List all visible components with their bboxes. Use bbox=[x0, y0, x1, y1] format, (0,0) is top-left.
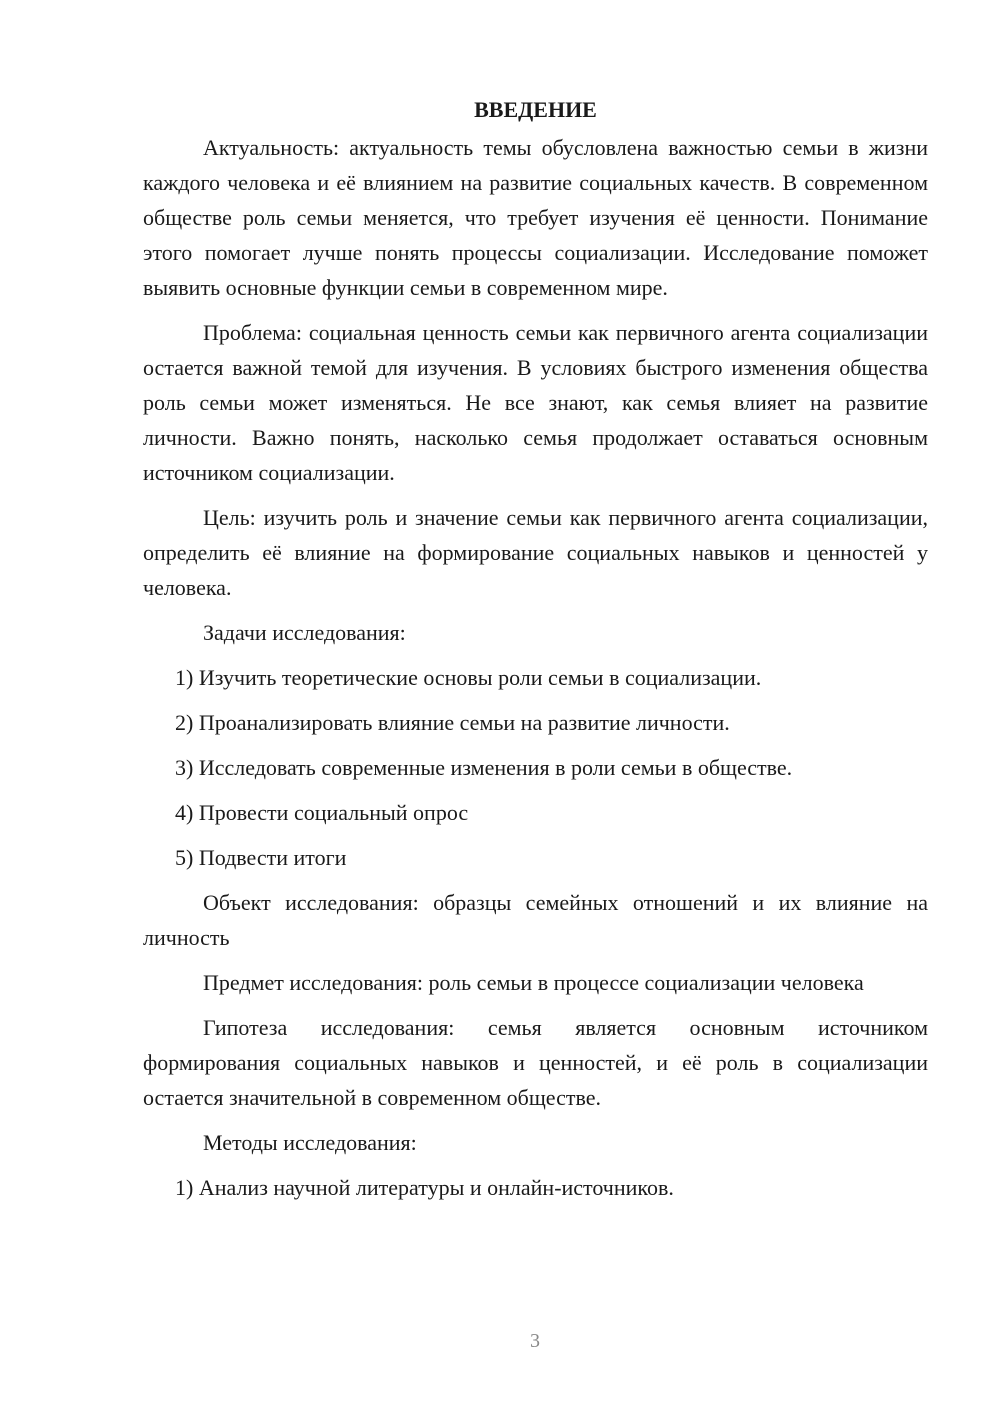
methods-list bbox=[143, 1170, 928, 1205]
task-item: 2) Проанализировать влияние семьи на развитие личности. bbox=[175, 710, 730, 735]
problem-paragraph: Проблема: социальная ценность семьи как первичного агента социализации остается важной темой для изучения. В условиях быстрого изменения общества роль семьи может изменяться. Не все знают, как семья влияет на развитие личности. Важно понять, насколько семья продолжает оставаться основным источником социализации. bbox=[143, 320, 928, 485]
page-title: ВВЕДЕНИЕ bbox=[474, 97, 597, 122]
relevance-paragraph: Актуальность: актуальность темы обусловлена важностью семьи в жизни каждого человека и её влиянием на развитие социальных качеств. В современном обществе роль семьи меняется, что требует изучения её ценности. Понимание этого помогает лучше понять процессы социализации. Исследование поможет выявить основные функции семьи в современном мире. bbox=[143, 135, 928, 300]
page-content bbox=[143, 92, 928, 1215]
page-number: 3 bbox=[530, 1330, 540, 1352]
task-item: 1) Изучить теоретические основы роли семьи в социализации. bbox=[175, 665, 762, 690]
task-item: 4) Провести социальный опрос bbox=[175, 800, 469, 825]
object-paragraph: Объект исследования: образцы семейных отношений и их влияние на личность bbox=[143, 890, 928, 950]
subject-paragraph: Предмет исследования: роль семьи в процессе социализации человека bbox=[203, 970, 864, 995]
task-item: 5) Подвести итоги bbox=[175, 845, 347, 870]
method-item: 1) Анализ научной литературы и онлайн-источников. bbox=[175, 1175, 674, 1200]
task-item: 3) Исследовать современные изменения в роли семьи в обществе. bbox=[175, 755, 793, 780]
methods-heading: Методы исследования: bbox=[203, 1130, 417, 1155]
goal-paragraph: Цель: изучить роль и значение семьи как первичного агента социализации, определить её влияние на формирование социальных навыков и ценностей у человека. bbox=[143, 505, 928, 600]
tasks-list bbox=[143, 660, 928, 875]
hypothesis-paragraph: Гипотеза исследования: семья является основным источником формирования социальных навыков и ценностей, и её роль в социализации остается значительной в современном обществе. bbox=[143, 1015, 928, 1110]
tasks-heading: Задачи исследования: bbox=[203, 620, 406, 645]
